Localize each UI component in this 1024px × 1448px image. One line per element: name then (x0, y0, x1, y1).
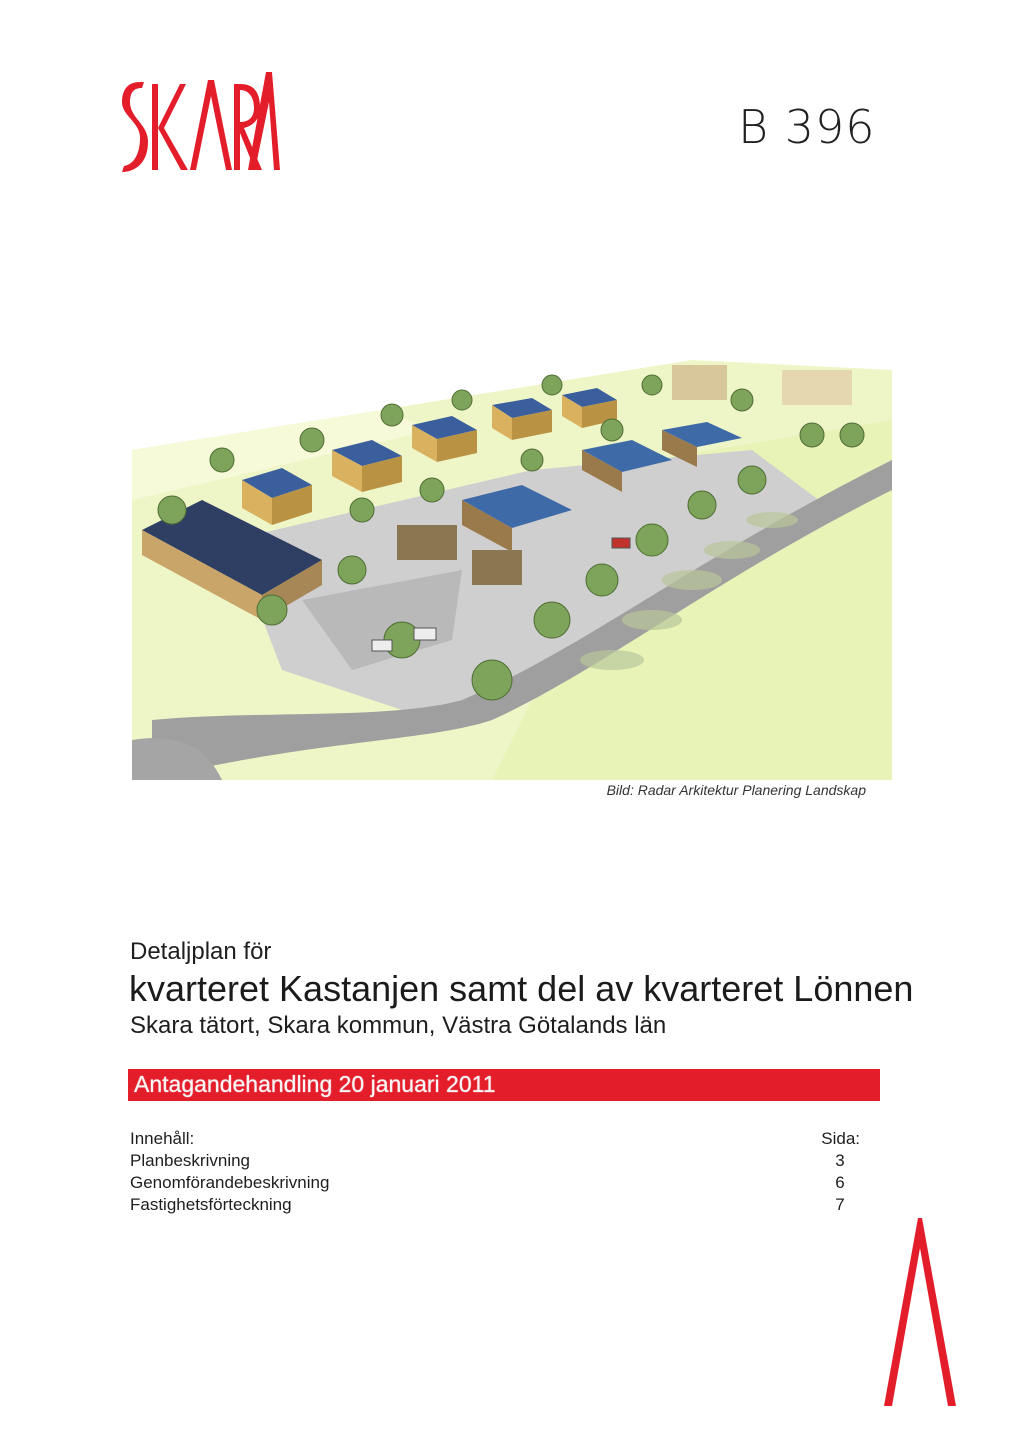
skara-a-mark (880, 1218, 960, 1408)
toc-heading: Innehåll: (130, 1129, 195, 1148)
image-credit: Bild: Radar Arkitektur Planering Landskap (606, 782, 866, 798)
status-banner (128, 1069, 880, 1101)
document-code: B 396 (738, 100, 876, 154)
toc-item (130, 1194, 860, 1216)
aerial-illustration (132, 340, 892, 780)
document-lead: Detaljplan för (130, 938, 272, 965)
document-subtitle: Skara tätort, Skara kommun, Västra Götalands län (130, 1012, 667, 1039)
toc-item-label: Fastighetsförteckning (130, 1195, 292, 1214)
toc-item-page: 3 (835, 1151, 845, 1170)
skara-logo (118, 72, 280, 176)
toc-item (130, 1150, 860, 1172)
toc-item-page: 6 (835, 1173, 845, 1192)
toc-page-heading: Sida: (821, 1129, 860, 1148)
toc-item-label: Planbeskrivning (130, 1151, 251, 1170)
table-of-contents (130, 1128, 860, 1216)
toc-item-page: 7 (835, 1195, 845, 1214)
toc-item (130, 1172, 860, 1194)
document-title: kvarteret Kastanjen samt del av kvarteret Lönnen (129, 968, 914, 1009)
status-label: Antagandehandling 20 januari 2011 (134, 1071, 496, 1097)
toc-header (130, 1128, 860, 1150)
toc-item-label: Genomförandebeskrivning (130, 1173, 330, 1192)
